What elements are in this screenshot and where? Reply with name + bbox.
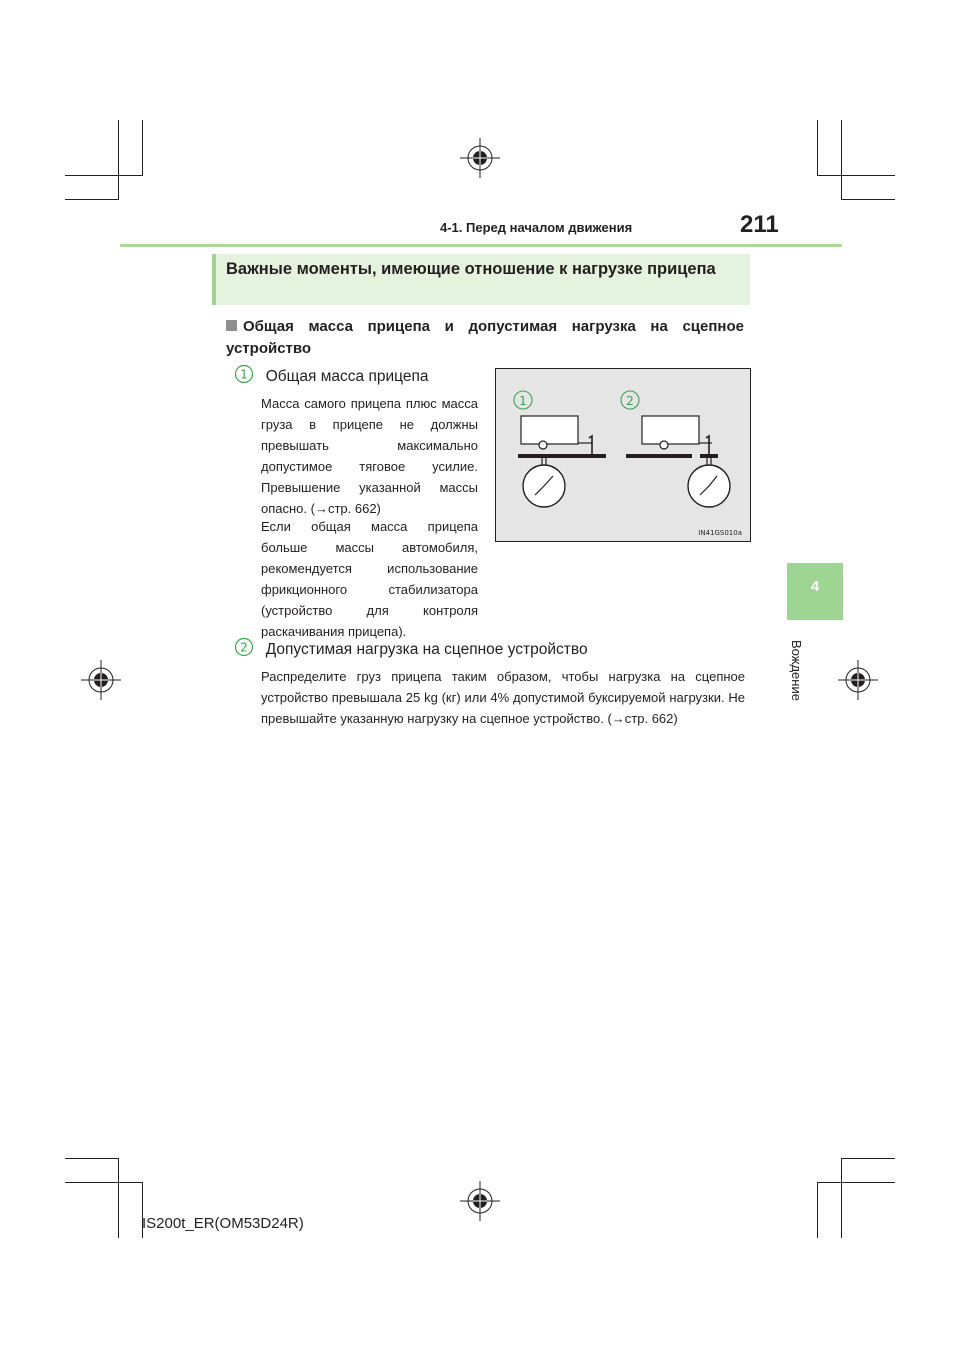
crop-mark xyxy=(841,120,842,200)
crop-mark xyxy=(142,120,143,175)
item1-para2 xyxy=(261,516,478,642)
svg-text:1: 1 xyxy=(240,367,248,382)
crop-mark xyxy=(817,1182,895,1183)
chapter-label-text: Вождение xyxy=(789,640,804,701)
wheel-icon xyxy=(539,441,547,449)
page-number: 211 xyxy=(740,211,779,238)
wheel-icon xyxy=(660,441,668,449)
item1-para2-text: Если общая масса прицепа больше массы автомобиля, рекомендуется использование фрикционного стабилизатора (устройство для контроля раскачивания прицепа). xyxy=(261,519,478,639)
arrow-down-icon xyxy=(589,436,592,454)
crop-mark xyxy=(817,120,818,175)
crop-mark xyxy=(65,175,143,176)
crop-mark xyxy=(841,1158,895,1159)
chapter-number: 4 xyxy=(810,578,820,595)
crop-mark xyxy=(817,175,895,176)
diagram-label1: 1 xyxy=(519,394,527,408)
diagram-code: IN41GS010a xyxy=(698,529,742,537)
item1-number-icon xyxy=(234,365,260,386)
trailer-box-icon xyxy=(521,416,578,444)
registration-mark-icon xyxy=(460,138,500,178)
crop-mark xyxy=(65,199,119,200)
document-code: IS200t_ER(OM53D24R) xyxy=(142,1215,304,1232)
item2-para xyxy=(261,666,745,729)
item2-title: Допустимая нагрузка на сцепное устройство xyxy=(265,641,588,658)
crop-mark xyxy=(65,1158,119,1159)
trailer-box-icon xyxy=(642,416,699,444)
crop-mark xyxy=(118,1158,119,1238)
diagram-label2: 2 xyxy=(626,394,634,408)
header-divider xyxy=(120,244,842,247)
chapter-label xyxy=(780,640,810,700)
item2-para-text: Распределите груз прицепа таким образом, чтобы нагрузка на сцепное устройство превышала 25 kg (кг) или 4% допустимой буксируемой нагрузки. Не превышайте указанную нагрузку на сцепное устройство. (→стр. 662) xyxy=(261,669,745,726)
square-bullet-icon xyxy=(226,320,237,331)
section-title: 4-1. Перед началом движения xyxy=(440,220,633,235)
item1-para1 xyxy=(261,393,478,519)
registration-mark-icon xyxy=(81,660,121,700)
registration-mark-icon xyxy=(838,660,878,700)
subheading xyxy=(226,316,744,360)
crop-mark xyxy=(841,1158,842,1238)
registration-mark-icon xyxy=(460,1181,500,1221)
item2-heading xyxy=(234,637,588,659)
diagram-drawing xyxy=(496,369,750,541)
item2-number-icon xyxy=(234,638,260,659)
item1-heading xyxy=(234,364,428,386)
trailer-load-diagram xyxy=(495,368,751,542)
crop-mark xyxy=(65,1182,143,1183)
subheading-text: Общая масса прицепа и допустимая нагрузка на сцепное устройство xyxy=(226,318,744,357)
svg-text:2: 2 xyxy=(240,640,248,655)
item1-para1-text: Масса самого прицепа плюс масса груза в прицепе не должны превышать максимально допустимое тяговое усилие. Превышение указанной массы опасно. (→стр. 662) xyxy=(261,396,478,516)
crop-mark xyxy=(118,120,119,200)
arrow-down-icon xyxy=(706,436,709,454)
page-title: Важные моменты, имеющие отношение к нагрузке прицепа xyxy=(226,260,716,278)
crop-mark xyxy=(817,1182,818,1238)
item1-title: Общая масса прицепа xyxy=(265,368,429,385)
crop-mark xyxy=(841,199,895,200)
